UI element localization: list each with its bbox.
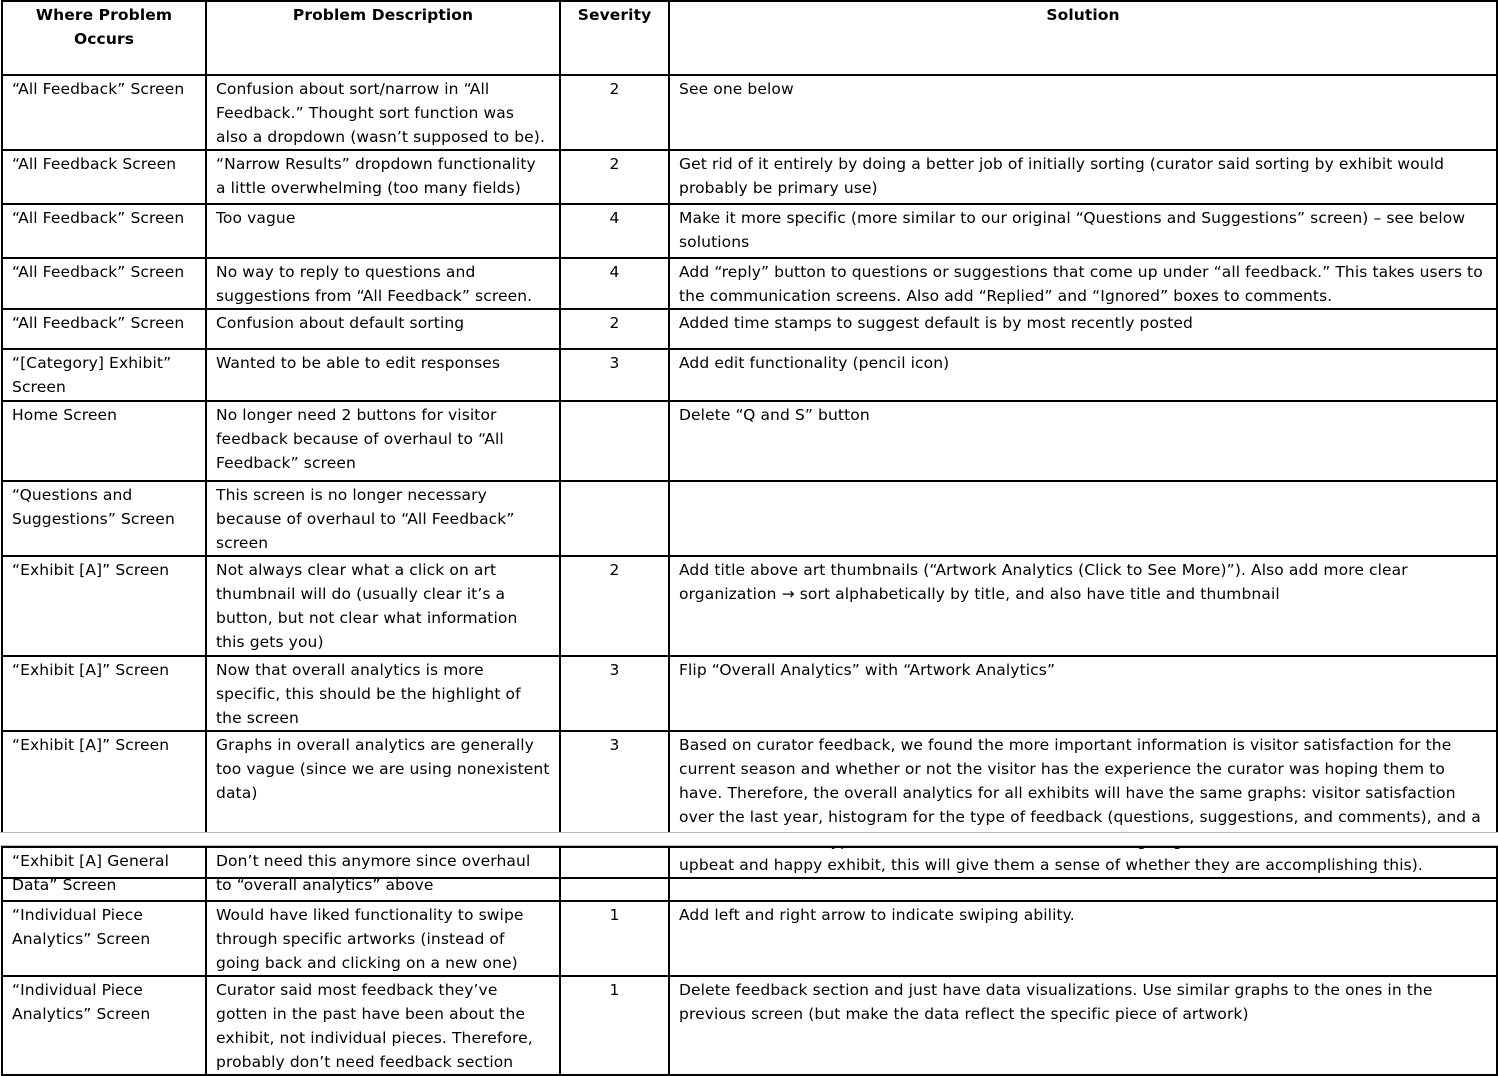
cell-severity: 3	[560, 349, 669, 401]
table-row	[2, 901, 1497, 976]
cell-solution: Add left and right arrow to indicate swiping ability.	[669, 901, 1497, 976]
table-row	[2, 401, 1497, 481]
cell-where: “Exhibit [A]” Screen	[2, 556, 206, 656]
cell-severity: 2	[560, 150, 669, 204]
cell-solution: Add title above art thumbnails (“Artwork Analytics (Click to See More)”). Also add more clear organization → sort alphabetically by title, and also have title and thumbnail	[669, 556, 1497, 656]
cell-where: “Questions and Suggestions” Screen	[2, 481, 206, 556]
cell-solution: Make it more specific (more similar to our original “Questions and Suggestions” screen) – see below solutions	[669, 204, 1497, 258]
table-row	[2, 556, 1497, 656]
cell-description: Not always clear what a click on art thumbnail will do (usually clear it’s a button, but not clear what information this gets you)	[206, 556, 560, 656]
cell-where: “All Feedback” Screen	[2, 75, 206, 150]
cell-where: “Exhibit [A] General Data” Screen	[2, 847, 206, 901]
cell-solution: Add “reply” button to questions or suggestions that come up under “all feedback.” This takes users to the communication screens. Also add “Replied” and “Ignored” boxes to comments.	[669, 258, 1497, 309]
cell-severity	[560, 481, 669, 556]
cell-solution: Added time stamps to suggest default is by most recently posted	[669, 309, 1497, 349]
cell-description: Wanted to be able to edit responses	[206, 349, 560, 401]
cell-description: No longer need 2 buttons for visitor feedback because of overhaul to “All Feedback” screen	[206, 401, 560, 481]
cell-where: “All Feedback Screen	[2, 150, 206, 204]
cell-severity: 1	[560, 976, 669, 1075]
header-severity: Severity	[560, 1, 669, 75]
cell-description: Now that overall analytics is more specific, this should be the highlight of the screen	[206, 656, 560, 731]
cell-description: Don’t need this anymore since overhaul to “overall analytics” above	[206, 847, 560, 901]
cell-description: This screen is no longer necessary because of overhaul to “All Feedback” screen	[206, 481, 560, 556]
header-solution: Solution	[669, 1, 1497, 75]
table-row	[2, 656, 1497, 731]
table-row	[2, 75, 1497, 150]
cell-description: Graphs in overall analytics are generally too vague (since we are using nonexistent data)	[206, 731, 560, 878]
cell-severity	[560, 401, 669, 481]
cell-description: Too vague	[206, 204, 560, 258]
cell-severity: 4	[560, 258, 669, 309]
cell-where: Home Screen	[2, 401, 206, 481]
cell-where: “Exhibit [A]” Screen	[2, 656, 206, 731]
cell-description: “Narrow Results” dropdown functionality a little overwhelming (too many fields)	[206, 150, 560, 204]
cell-solution: Delete feedback section and just have data visualizations. Use similar graphs to the ones in the previous screen (but make the data reflect the specific piece of artwork)	[669, 976, 1497, 1075]
cell-solution: Add edit functionality (pencil icon)	[669, 349, 1497, 401]
cell-severity: 3	[560, 656, 669, 731]
cell-severity: 4	[560, 204, 669, 258]
cell-where: “Individual Piece Analytics” Screen	[2, 976, 206, 1075]
header-where: Where Problem Occurs	[2, 1, 206, 75]
cell-solution	[669, 481, 1497, 556]
cell-solution: Get rid of it entirely by doing a better job of initially sorting (curator said sorting by exhibit would probably be primary use)	[669, 150, 1497, 204]
table-row	[2, 150, 1497, 204]
cell-where: “[Category] Exhibit” Screen	[2, 349, 206, 401]
cell-description: Confusion about sort/narrow in “All Feedback.” Thought sort function was also a dropdown (wasn’t supposed to be).	[206, 75, 560, 150]
cell-severity: 1	[560, 901, 669, 976]
cell-solution: Based on curator feedback, we found the more important information is visitor satisfaction for the current season and whether or not the visitor has the experience the curator was hoping them to have. Therefore, the overall analytics for all exhibits will have the same graphs: visitor satisfaction over the last year, histogram for the type of feedback (questions, suggestions, and comments), and a upbeat and happy exhibit, this will give them a sense of whether they are accomplishing this).	[669, 731, 1497, 878]
cell-severity: 3	[560, 731, 669, 878]
cell-severity: 2	[560, 75, 669, 150]
cell-severity	[560, 847, 669, 901]
table-row	[2, 976, 1497, 1075]
cell-where: “All Feedback” Screen	[2, 309, 206, 349]
cell-where: “Individual Piece Analytics” Screen	[2, 901, 206, 976]
usability-problems-table-continued	[1, 846, 1498, 1076]
table-row	[2, 204, 1497, 258]
cell-description: Curator said most feedback they’ve gotten in the past have been about the exhibit, not individual pieces. Therefore, probably don’t need feedback section	[206, 976, 560, 1075]
table-row	[2, 258, 1497, 309]
cell-solution: See one below	[669, 75, 1497, 150]
cell-where: “Exhibit [A]” Screen	[2, 731, 206, 878]
cell-solution: Delete “Q and S” button	[669, 401, 1497, 481]
table-row	[2, 309, 1497, 349]
cell-description: No way to reply to questions and suggestions from “All Feedback” screen.	[206, 258, 560, 309]
cell-solution: Flip “Overall Analytics” with “Artwork Analytics”	[669, 656, 1497, 731]
table-row	[2, 847, 1497, 901]
header-description: Problem Description	[206, 1, 560, 75]
cell-severity: 2	[560, 556, 669, 656]
usability-problems-table	[1, 0, 1498, 879]
cell-description: Would have liked functionality to swipe through specific artworks (instead of going back and clicking on a new one)	[206, 901, 560, 976]
cell-solution	[669, 847, 1497, 901]
cell-description: Confusion about default sorting	[206, 309, 560, 349]
cell-severity: 2	[560, 309, 669, 349]
table-row	[2, 481, 1497, 556]
cell-where: “All Feedback” Screen	[2, 258, 206, 309]
page-break	[0, 832, 1498, 846]
table-row	[2, 349, 1497, 401]
header-row	[2, 1, 1497, 75]
cell-where: “All Feedback” Screen	[2, 204, 206, 258]
